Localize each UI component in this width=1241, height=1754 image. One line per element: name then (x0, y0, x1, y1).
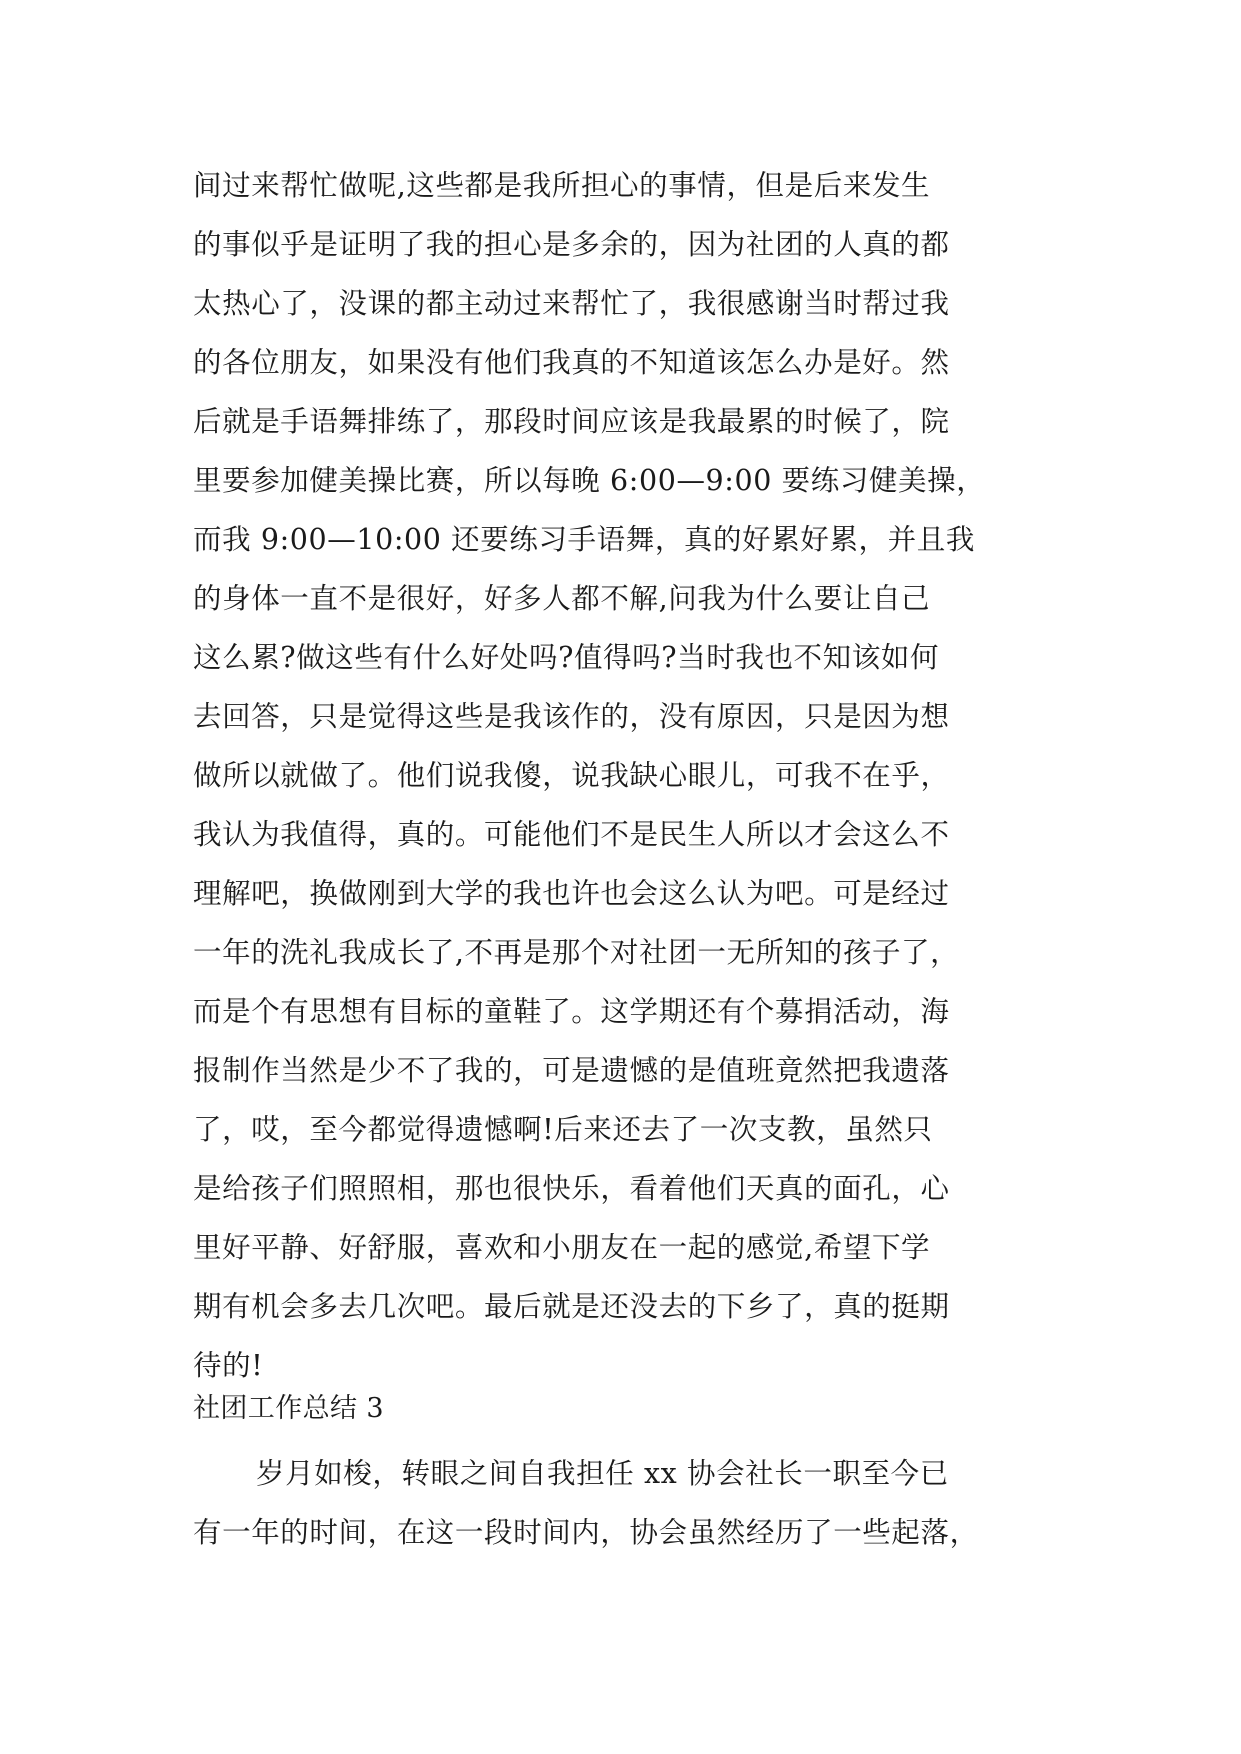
text-line: 的事似乎是证明了我的担心是多余的，因为社团的人真的都 (193, 228, 950, 261)
text-line: 里要参加健美操比赛，所以每晚 6:00—9:00 要练习健美操， (193, 464, 986, 497)
text-line: 这么累?做这些有什么好处吗?值得吗?当时我也不知该如何 (193, 641, 940, 674)
text-line: 岁月如梭，转眼之间自我担任 xx 协会社长一职至今已 (256, 1457, 949, 1490)
text-line: 理解吧，换做刚到大学的我也许也会这么认为吧。可是经过 (193, 877, 950, 910)
text-line: 而我 9:00—10:00 还要练习手语舞，真的好累好累，并且我 (193, 523, 975, 556)
text-line: 了，哎，至今都觉得遗憾啊!后来还去了一次支教，虽然只 (193, 1113, 933, 1146)
text-line: 太热心了，没课的都主动过来帮忙了，我很感谢当时帮过我 (193, 287, 950, 320)
text-line: 期有机会多去几次吧。最后就是还没去的下乡了，真的挺期 (193, 1290, 950, 1323)
text-line: 间过来帮忙做呢,这些都是我所担心的事情，但是后来发生 (193, 169, 931, 202)
text-line: 有一年的时间，在这一段时间内，协会虽然经历了一些起落， (193, 1516, 979, 1549)
text-line: 待的! (193, 1349, 264, 1382)
text-line: 我认为我值得，真的。可能他们不是民生人所以才会这么不 (193, 818, 950, 851)
text-line: 是给孩子们照照相，那也很快乐，看着他们天真的面孔，心 (193, 1172, 950, 1205)
text-line: 报制作当然是少不了我的，可是遗憾的是值班竟然把我遗落 (193, 1054, 950, 1087)
text-line: 的身体一直不是很好，好多人都不解,问我为什么要让自己 (193, 582, 931, 615)
text-line: 里好平静、好舒服，喜欢和小朋友在一起的感觉,希望下学 (193, 1231, 931, 1264)
text-line: 一年的洗礼我成长了,不再是那个对社团一无所知的孩子了， (193, 936, 960, 969)
section-paragraph (193, 1444, 1073, 1562)
text-line: 而是个有思想有目标的童鞋了。这学期还有个募捐活动，海 (193, 995, 950, 1028)
text-line: 的各位朋友，如果没有他们我真的不知道该怎么办是好。然 (193, 346, 950, 379)
text-line: 做所以就做了。他们说我傻，说我缺心眼儿，可我不在乎， (193, 759, 950, 792)
body-text (193, 156, 1073, 1395)
text-line: 后就是手语舞排练了，那段时间应该是我最累的时候了，院 (193, 405, 950, 438)
text-line: 去回答，只是觉得这些是我该作的，没有原因，只是因为想 (193, 700, 950, 733)
section-heading: 社团工作总结 3 (193, 1393, 384, 1424)
